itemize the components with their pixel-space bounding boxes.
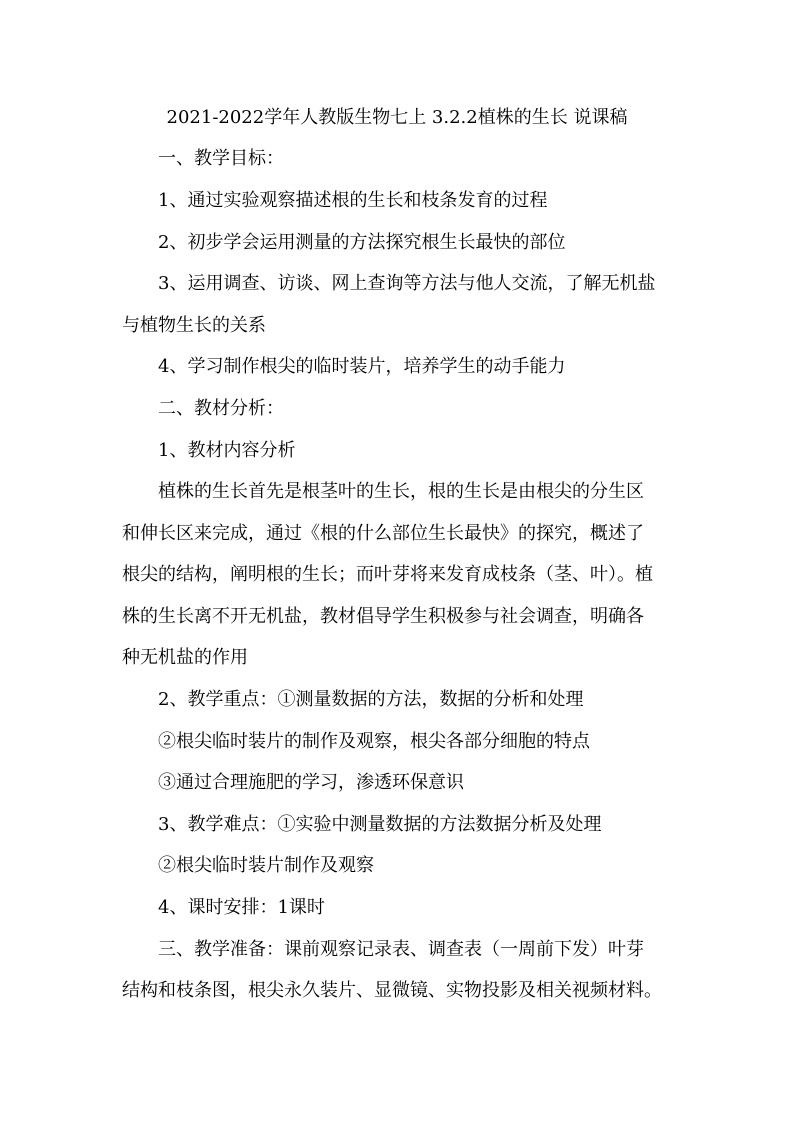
content-paragraph-line-5: 种无机盐的作用 xyxy=(122,647,248,668)
content-paragraph-line-4: 株的生长离不开无机盐，教材倡导学生积极参与社会调查，明确各 xyxy=(122,606,644,627)
key-points-sub-2: ②根尖临时装片的制作及观察，根尖各部分细胞的特点 xyxy=(158,731,590,752)
content-paragraph-line-3: 根尖的结构，阐明根的生长；而叶芽将来发育成枝条（茎、叶）。植 xyxy=(122,564,653,585)
objective-item-4: 4、学习制作根尖的临时装片，培养学生的动手能力 xyxy=(158,356,566,377)
objective-item-1: 1、通过实验观察描述根的生长和枝条发育的过程 xyxy=(158,190,548,211)
section-heading-objectives: 一、教学目标： xyxy=(158,148,284,169)
subheading-content-analysis: 1、教材内容分析 xyxy=(158,440,296,461)
objective-item-2: 2、初步学会运用测量的方法探究根生长最快的部位 xyxy=(158,232,566,253)
section-heading-analysis: 二、教材分析： xyxy=(158,398,284,419)
preparation-line-2: 结构和枝条图，根尖永久装片、显微镜、实物投影及相关视频材料。 xyxy=(122,980,662,1001)
section-heading-preparation: 三、教学准备：课前观察记录表、调查表（一周前下发）叶芽 xyxy=(158,939,644,960)
key-points-item: 2、教学重点：①测量数据的方法，数据的分析和处理 xyxy=(158,689,584,710)
schedule-item: 4、课时安排：1课时 xyxy=(158,897,325,918)
difficulty-item: 3、教学难点：①实验中测量数据的方法数据分析及处理 xyxy=(158,814,602,835)
difficulty-sub-2: ②根尖临时装片制作及观察 xyxy=(158,855,374,876)
objective-item-3: 3、运用调查、访谈、网上查询等方法与他人交流，了解无机盐 xyxy=(158,273,656,294)
content-paragraph-line-2: 和伸长区来完成，通过《根的什么部位生长最快》的探究，概述了 xyxy=(122,523,644,544)
document-title: 2021-2022学年人教版生物七上 3.2.2植株的生长 说课稿 xyxy=(166,107,628,128)
objective-item-3-cont: 与植物生长的关系 xyxy=(122,315,266,336)
content-paragraph-line-1: 植株的生长首先是根茎叶的生长，根的生长是由根尖的分生区 xyxy=(158,481,644,502)
key-points-sub-3: ③通过合理施肥的学习，渗透环保意识 xyxy=(158,772,464,793)
